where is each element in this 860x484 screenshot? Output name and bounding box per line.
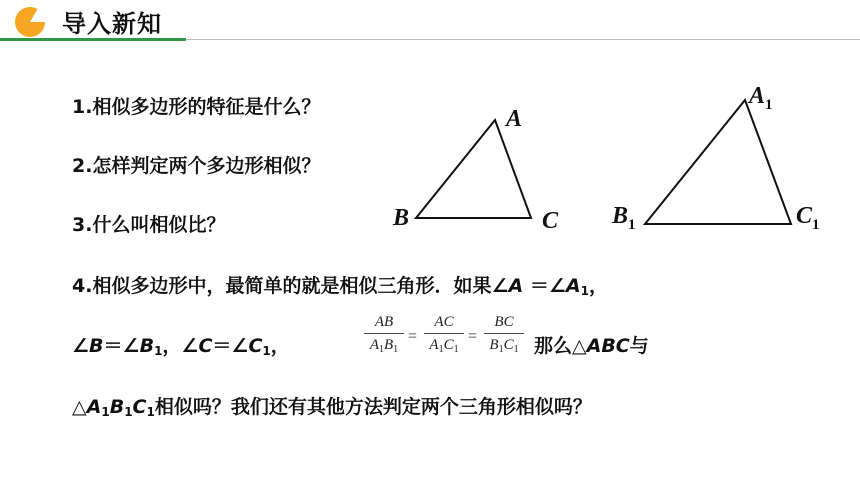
question-3: 3.什么叫相似比？ [72, 214, 226, 236]
fraction-ac: AC $A_1C_1$ [424, 313, 464, 359]
page-title: 导入新知 [62, 10, 162, 38]
fraction-ab: AB $A_1B_1$ [364, 313, 404, 359]
triangle-a1b1c1 [630, 90, 810, 230]
question-4-line-3: $\triangle A_1B_1C_1$相似吗？我们还有其他方法判定两个三角形相似吗？ [72, 396, 592, 419]
section-header [0, 0, 860, 44]
header-rule [186, 39, 860, 40]
label-b: B [393, 205, 410, 231]
label-b1: $B_1$ [612, 203, 636, 233]
question-4-line-2: $\angle B=\angle B_1$，$\angle C=\angle C_1$， [72, 335, 290, 358]
label-a: A [506, 106, 523, 132]
question-4-line-1: 4.相似多边形中，最简单的就是相似三角形．如果∠A $=\angle A_1$， [72, 275, 608, 298]
equals-sign: = [408, 328, 418, 345]
label-c1: $C_1$ [796, 203, 820, 233]
pie-chart-icon [14, 6, 46, 38]
question-4-then: 那么△ABC与 [534, 335, 649, 357]
question-2: 2.怎样判定两个多边形相似？ [72, 155, 321, 177]
header-rule-accent [0, 38, 186, 41]
label-c: C [542, 208, 559, 234]
triangle-abc [400, 110, 550, 230]
label-a1: $A_1$ [749, 83, 773, 113]
fraction-bc: BC $B_1C_1$ [484, 313, 524, 359]
question-1: 1.相似多边形的特征是什么？ [72, 96, 321, 118]
equals-sign: = [468, 328, 478, 345]
